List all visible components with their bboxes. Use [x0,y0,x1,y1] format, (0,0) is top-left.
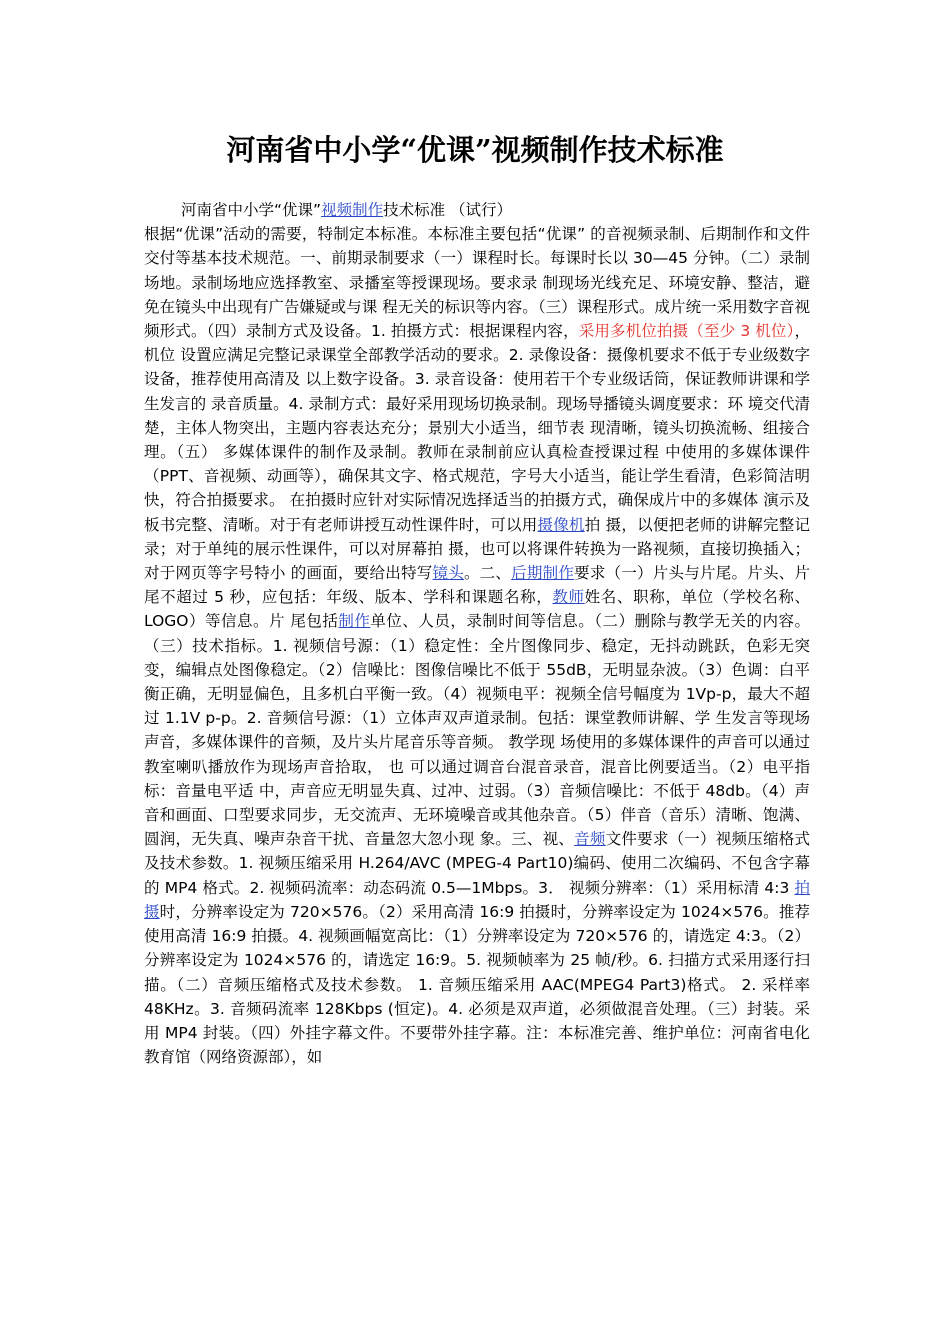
text-segment: 姓名、职称，单位（学校名称、LOGO）等信息。片 尾包括 [144,588,810,631]
text-segment: 时，分辨率设定为 720×576。（2）采用高清 16:9 拍摄时，分辨率设定为 1024×576。推荐使用高清 16:9 拍摄。4. 视频画幅宽高比：（1）分辨率设定为 720×576 的，请选定 4:3。（2）分辨率设定为 1024×576 的，请选定 16:9。5. 视频帧率为 25 帧/秒。6. 扫描方式采用逐行扫描。（二）音频压缩格式及技术参数。 1. 音频压缩采用 AAC(MPEG4 Part3)格式。 2. 采样率 48KHz。3. 音频码流率 128Kbps (恒定)。4. 必须是双声道，必须做混音处理。（三）封装。采用 MP4 封装。（四）外挂字幕文件。不要带外挂字幕。注：本标准完善、维护单位：河南省电化教育馆（网络资源部），如 [144,902,810,1067]
inline-link[interactable]: 制作 [338,612,371,631]
text-segment: 要求（一）片头与片尾。片头、片尾不超过 5 秒，应包括：年级、版本、学科和课题名称， [144,564,810,607]
main-paragraph [144,222,810,1069]
inline-link[interactable]: 教师 [552,588,585,607]
inline-link[interactable]: 摄像机 [537,515,585,534]
document-title: 河南省中小学“优课”视频制作技术标准 [226,133,724,167]
inline-link[interactable]: 音频 [574,830,606,849]
inline-link[interactable]: 后期制作 [511,564,575,583]
text-segment: ，机位 设置应满足完整记录课堂全部教学活动的要求。2. 录像设备：摄像机要求不低于专业级数字设备，推荐使用高清及 以上数字设备。3. 录音设备：使用若干个专业级话筒，保证教师讲课和学生发言的 录音质量。4. 录制方式：最好采用现场切换录制。现场导播镜头调度要求：环 境交代清楚，主体人物突出，主题内容表达充分；景别大小适当，细节表 现清晰，镜头切换流畅、组接合理。（五） 多媒体课件的制作及录制。教师在录制前应认真检查授课过程 中使用的多媒体课件（PPT、音视频、动画等），确保其文字、格式规范，字号大小适当，能让学生看清，色彩简洁明快，符合拍摄要求。 在拍摄时应针对实际情况选择适当的拍摄方式，确保成片中的多媒体 演示及板书完整、清晰。对于有老师讲授互动性课件时，可以用 [144,322,811,534]
highlighted-text: 采用多机位拍摄（至少 3 机位） [578,322,795,341]
document-body [144,198,810,1069]
text-segment: 单位、人员，录制时间等信息。（二）删除与教学无关的内容。（三）技术指标。1. 视频信号源：（1）稳定性：全片图像同步、稳定，无抖动跳跃，色彩无突变，编辑点处图像稳定。（2）信噪比：图像信噪比不低于 55dB，无明显杂波。（3）色调：白平衡正确，无明显偏色，且多机白平衡一致。（4）视频电平：视频全信号幅度为 1Vp-p，最大不超过 1.1V p-p。2. 音频信号源：（1）立体声双声道录制。包括：课堂教师讲解、学 生发言等现场声音，多媒体课件的音频，及片头片尾音乐等音频。 教学现 场使用的多媒体课件的声音可以通过教室喇叭播放作为现场声音拾取， 也 可以通过调音台混音录音，混音比例要适当。（2）电平指标：音量电平适 中，声音应无明显失真、过冲、过弱。（3）音频信噪比：不低于 48db。（4）声音和画面、口型要求同步，无交流声、无环境噪音或其他杂音。（5）伴音（音乐）清晰、饱满、圆润，无失真、噪声杂音干扰、音量忽大忽小现 象。三、视、 [144,612,810,849]
subtitle-suffix: 技术标准 （试行） [383,201,513,219]
inline-link[interactable]: 镜头 [432,564,464,583]
inline-link[interactable]: 拍摄 [144,878,810,921]
subtitle-link-video-production[interactable]: 视频制作 [321,201,384,219]
text-segment: 。二、 [463,564,512,583]
subtitle-prefix: 河南省中小学“优课” [181,201,322,219]
document-subtitle [144,198,810,222]
text-segment: 文件要求（一）视频压缩格式及技术参数。1. 视频压缩采用 H.264/AVC (MPEG-4 Part10)编码、使用二次编码、不包含字幕的 MP4 格式。2. 视频码流率：动态码流 0.5—1Mbps。3． 视频分辨率：（1）采用标清 4:3 [144,830,810,897]
text-segment: 拍 摄，以便把老师的讲解完整记录；对于单纯的展示性课件，可以对屏幕拍 摄，也可以将课件转换为一路视频，直接切换插入；对于网页等字号特小 的画面，要给出特写 [144,515,810,583]
text-segment: 根据“优课”活动的需要，特制定本标准。本标准主要包括“优课” 的音视频录制、后期制作和文件交付等基本技术规范。一、前期录制要求（一）课程时长。每课时长以 30—45 分钟。（二）录制场地。录制场地应选择教室、录播室等授课现场。要求录 制现场光线充足、环境安静、整洁，避免在镜头中出现有广告嫌疑或与课 程无关的标识等内容。（三）课程形式。成片统一采用数字音视频形式。（四）录制方式及设备。1. 拍摄方式：根据课程内容， [144,225,810,341]
